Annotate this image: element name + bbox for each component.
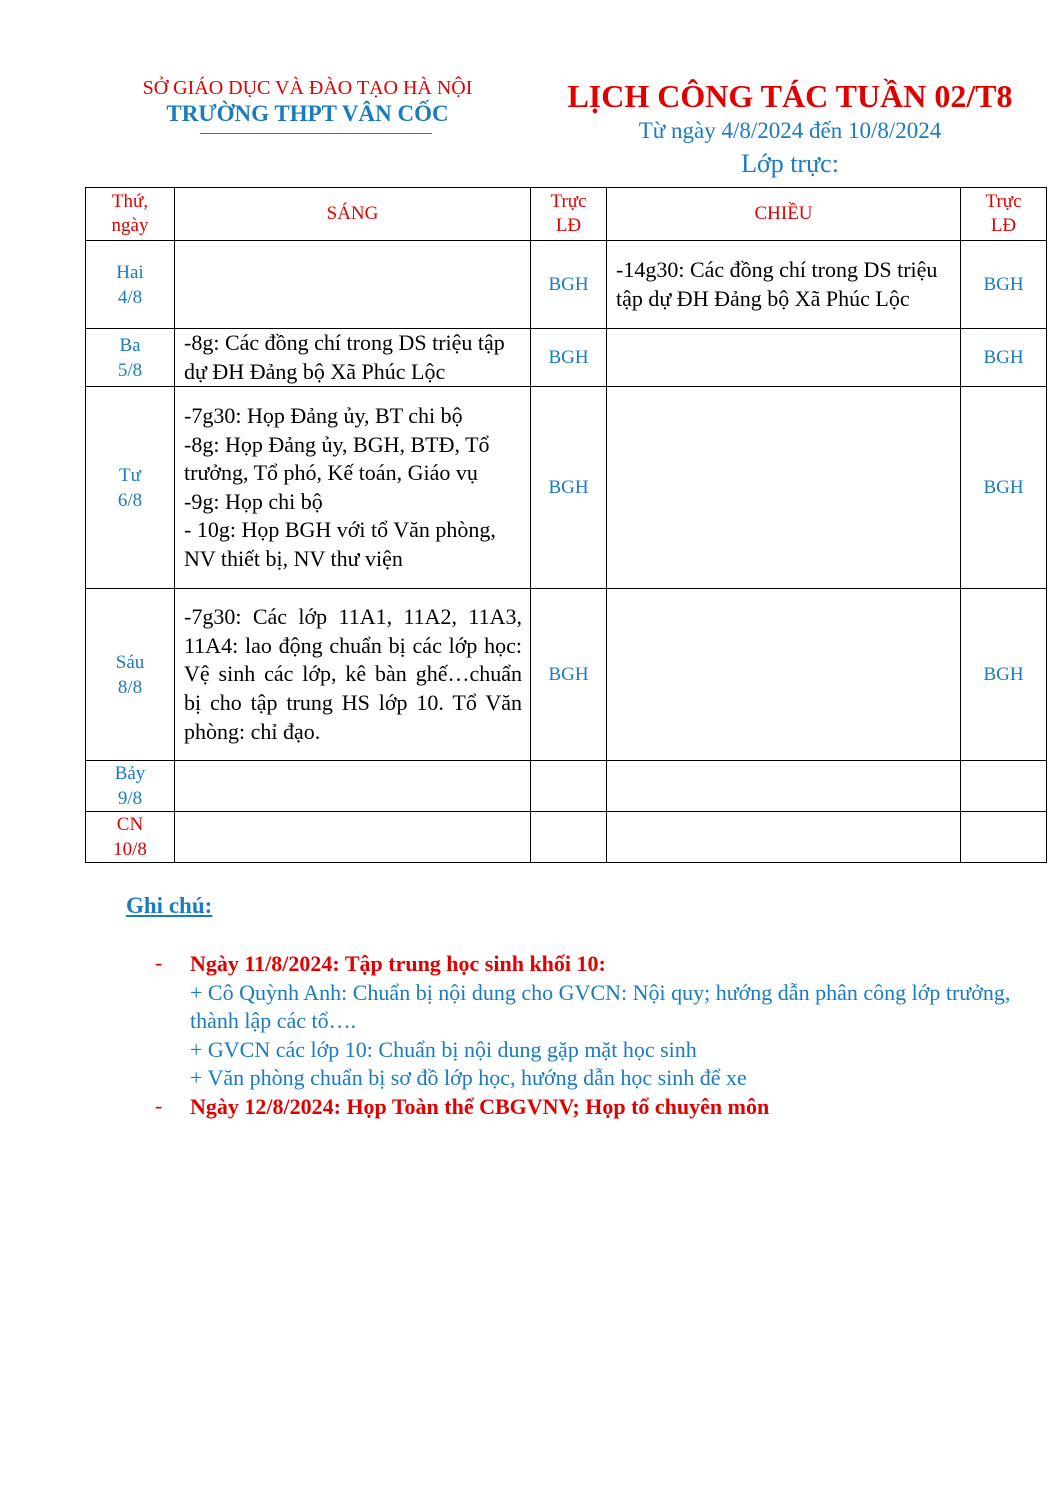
- header-day-line1: Thứ,: [111, 191, 149, 212]
- morning-cell: [175, 761, 531, 812]
- schedule-entry: -7g30: Các lớp 11A1, 11A2, 11A3, 11A4: lao động chuẩn bị các lớp học: Vệ sinh các lớp, kê bàn ghế…chuẩn bị cho tập trung HS lớp 10. Tổ Văn phòng: chỉ đạo.: [184, 604, 522, 744]
- school-underline: [200, 133, 432, 134]
- day-cell: [86, 812, 175, 863]
- morning-duty-cell: BGH: [531, 589, 607, 761]
- header-afternoon-duty: [961, 188, 1047, 241]
- note-subitem: + GVCN các lớp 10: Chuẩn bị nội dung gặp mặt học sinh: [190, 1036, 697, 1062]
- afternoon-duty-cell: BGH: [961, 329, 1047, 387]
- morning-cell: [175, 589, 531, 761]
- header-morning-duty: [531, 188, 607, 241]
- day-cell: [86, 329, 175, 387]
- day-name: Sáu: [115, 651, 145, 673]
- afternoon-duty-cell: [961, 812, 1047, 863]
- department-name: SỞ GIÁO DỤC VÀ ĐÀO TẠO HÀ NỘI: [142, 77, 473, 99]
- day-date: 10/8: [113, 839, 147, 861]
- note-heading: Ngày 12/8/2024: Họp Toàn thể CBGVNV; Họp tổ chuyên môn: [190, 1093, 770, 1119]
- date-range: Từ ngày 4/8/2024 đến 10/8/2024: [638, 118, 942, 143]
- notes-list: [155, 950, 1015, 1121]
- table-row: [86, 589, 1047, 761]
- note-subitem: + Cô Quỳnh Anh: Chuẩn bị nội dung cho GVCN: Nội quy; hướng dẫn phân công lớp trưởng, thành lập các tổ….: [190, 979, 1011, 1033]
- morning-cell: [175, 329, 531, 387]
- morning-duty-cell: BGH: [531, 387, 607, 589]
- day-name: CN: [116, 814, 144, 836]
- note-bullet: -: [155, 1092, 163, 1118]
- table-row: [86, 241, 1047, 329]
- table-row: [86, 812, 1047, 863]
- morning-duty-cell: BGH: [531, 241, 607, 329]
- day-cell: [86, 387, 175, 589]
- day-name: Ba: [119, 334, 141, 356]
- afternoon-duty-cell: BGH: [961, 589, 1047, 761]
- note-item: [155, 950, 1015, 1093]
- page-title: LỊCH CÔNG TÁC TUẦN 02/T8: [567, 78, 1013, 114]
- header-duty-line1: Trực: [985, 191, 1022, 212]
- schedule-entry: - 10g: Họp BGH với tổ Văn phòng, NV thiết bị, NV thư viện: [184, 517, 496, 571]
- afternoon-cell: [607, 241, 961, 329]
- header-day: [86, 188, 175, 241]
- header-duty-line2: LĐ: [990, 215, 1017, 236]
- header-duty-line1: Trực: [550, 191, 587, 212]
- schedule-entry: -7g30: Họp Đảng ủy, BT chi bộ: [184, 402, 463, 428]
- afternoon-cell: [607, 812, 961, 863]
- morning-cell: [175, 387, 531, 589]
- school-name: TRƯỜNG THPT VÂN CỐC: [166, 101, 449, 126]
- morning-duty-cell: [531, 761, 607, 812]
- day-cell: [86, 589, 175, 761]
- afternoon-cell: [607, 387, 961, 589]
- afternoon-cell: [607, 761, 961, 812]
- header-day-line2: ngày: [111, 215, 149, 236]
- morning-cell: [175, 241, 531, 329]
- header-duty-line2: LĐ: [555, 215, 582, 236]
- afternoon-duty-cell: BGH: [961, 241, 1047, 329]
- header-morning: SÁNG: [175, 188, 531, 241]
- schedule-entry: -9g: Họp chi bộ: [184, 488, 323, 514]
- table-row: [86, 329, 1047, 387]
- day-date: 9/8: [117, 788, 143, 810]
- note-bullet: -: [155, 950, 163, 975]
- day-cell: [86, 761, 175, 812]
- afternoon-cell: [607, 329, 961, 387]
- day-name: Tư: [119, 464, 141, 486]
- afternoon-duty-cell: BGH: [961, 387, 1047, 589]
- schedule-entry: -14g30: Các đồng chí trong DS triệu tập dự ĐH Đảng bộ Xã Phúc Lộc: [616, 256, 938, 311]
- schedule-entry: -8g: Họp Đảng ủy, BGH, BTĐ, Tổ trưởng, Tổ phó, Kế toán, Giáo vụ: [184, 431, 490, 486]
- table-row: [86, 387, 1047, 589]
- note-heading: Ngày 11/8/2024: Tập trung học sinh khối 10:: [190, 951, 606, 976]
- schedule-table: [85, 187, 1047, 863]
- morning-duty-cell: [531, 812, 607, 863]
- header-afternoon: CHIỀU: [607, 188, 961, 241]
- schedule-body: [86, 241, 1047, 863]
- day-date: 5/8: [117, 359, 143, 381]
- morning-duty-cell: BGH: [531, 329, 607, 387]
- notes-title: Ghi chú:: [126, 893, 213, 918]
- day-name: Hai: [116, 261, 144, 283]
- day-cell: [86, 241, 175, 329]
- day-date: 4/8: [117, 286, 143, 308]
- table-row: [86, 761, 1047, 812]
- day-name: Bảy: [114, 763, 146, 785]
- table-header-row: [86, 188, 1047, 241]
- day-date: 6/8: [117, 489, 143, 511]
- duty-class-label: Lớp trực:: [741, 149, 839, 178]
- afternoon-cell: [607, 589, 961, 761]
- morning-cell: [175, 812, 531, 863]
- afternoon-duty-cell: [961, 761, 1047, 812]
- note-item: [155, 1093, 1015, 1122]
- day-date: 8/8: [117, 676, 143, 698]
- note-subitem: + Văn phòng chuẩn bị sơ đồ lớp học, hướng dẫn học sinh để xe: [190, 1065, 747, 1090]
- schedule-entry: -8g: Các đồng chí trong DS triệu tập dự ĐH Đảng bộ Xã Phúc Lộc: [184, 330, 505, 384]
